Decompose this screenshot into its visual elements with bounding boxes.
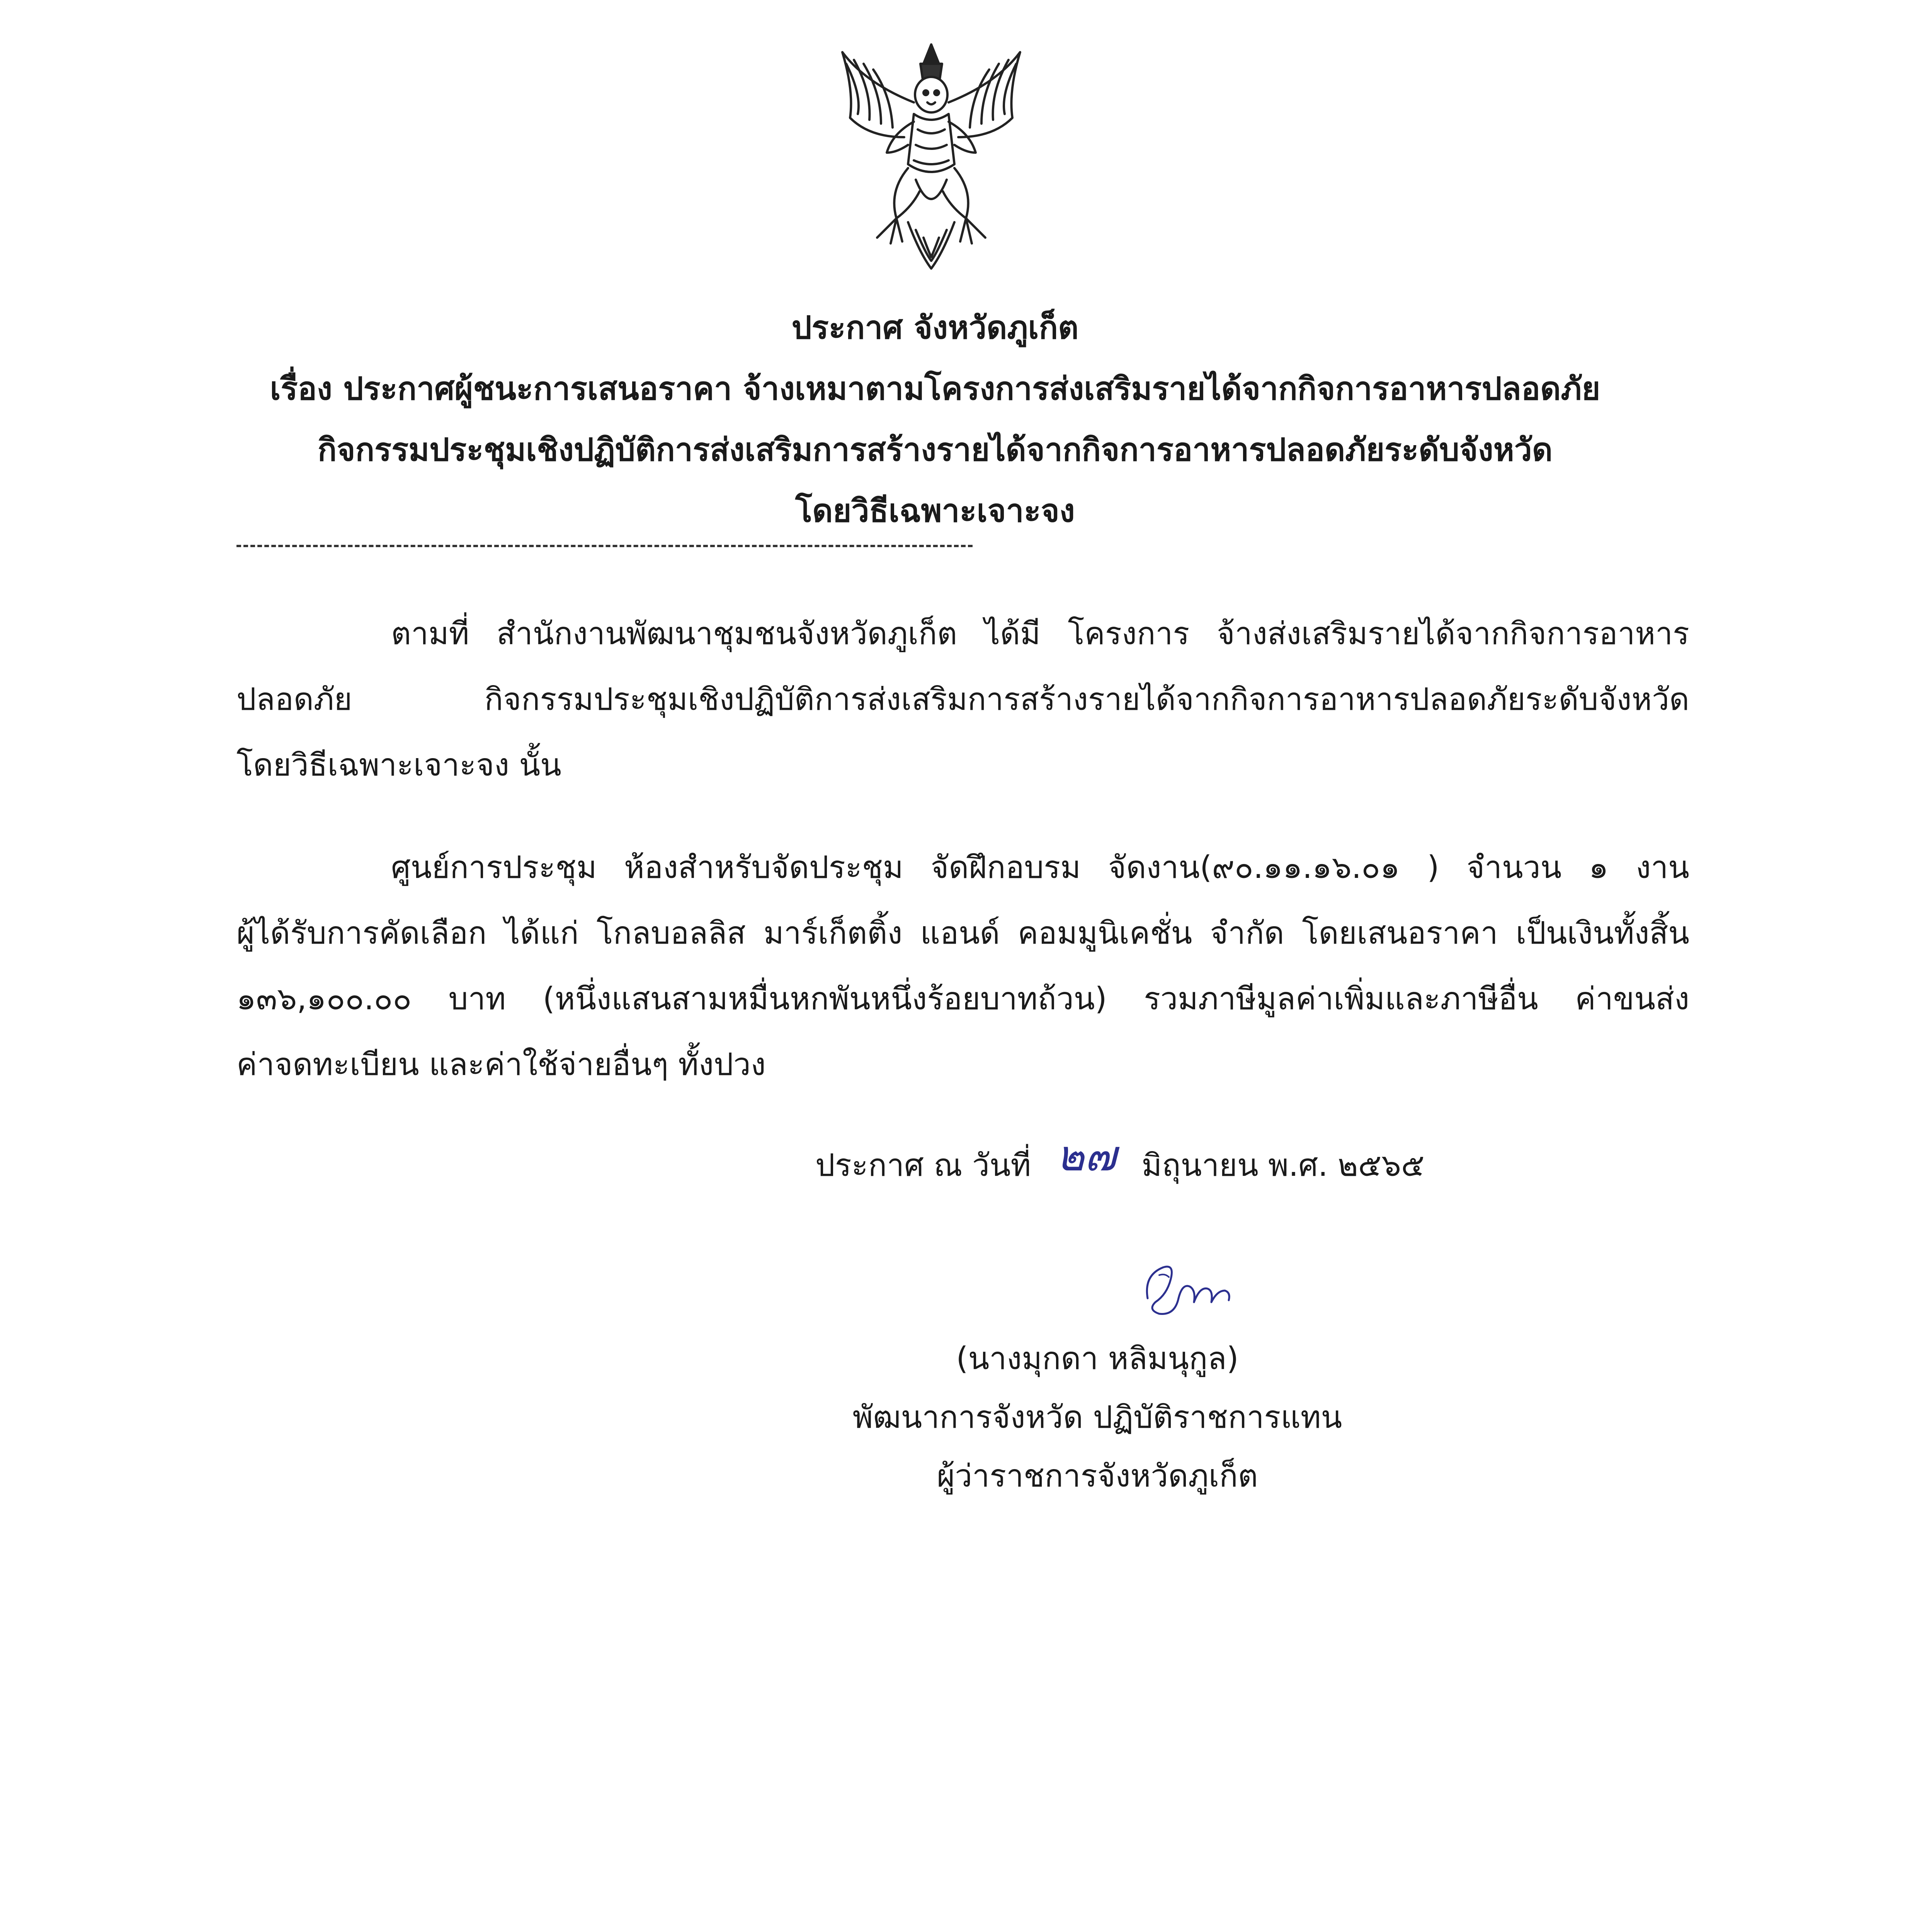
paragraph-line: ๑๓๖,๑๐๐.๐๐ บาท (หนึ่งแสนสามหมื่นหกพันหนึ่งร้อยบาทถ้วน) รวมภาษีมูลค่าเพิ่มและภาษีอื่น ค่าขนส่ง <box>236 981 1689 1017</box>
paragraph-award <box>236 835 1689 1097</box>
signer-block <box>796 1329 1399 1505</box>
paragraph-background <box>236 601 1689 798</box>
signer-name: (นางมุกดา หลิมนุกูล) <box>956 1340 1239 1376</box>
paragraph-line: ปลอดภัย กิจกรรมประชุมเชิงปฏิบัติการส่งเสริมการสร้างรายได้จากกิจการอาหารปลอดภัยระดับจังหวัด <box>236 681 1689 717</box>
announcement-date <box>815 1128 1425 1198</box>
heading-subject-continued: กิจกรรมประชุมเชิงปฏิบัติการส่งเสริมการสร้างรายได้จากกิจการอาหารปลอดภัยระดับจังหวัด <box>317 432 1553 468</box>
paragraph-line: ค่าจดทะเบียน และค่าใช้จ่ายอื่นๆ ทั้งปวง <box>236 1046 766 1082</box>
date-suffix: มิถุนายน พ.ศ. ๒๕๖๕ <box>1141 1147 1425 1183</box>
handwritten-signature-icon <box>1132 1252 1248 1321</box>
document-heading <box>216 298 1654 542</box>
signer-position: พัฒนาการจังหวัด ปฏิบัติราชการแทน <box>852 1399 1342 1435</box>
paragraph-line: ศูนย์การประชุม ห้องสำหรับจัดประชุม จัดฝึกอบรม จัดงาน(๙๐.๑๑.๑๖.๐๑ ) จำนวน ๑ งาน <box>391 849 1689 885</box>
paragraph-line: ผู้ได้รับการคัดเลือก ได้แก่ โกลบอลลิส มาร์เก็ตติ้ง แอนด์ คอมมูนิเคชั่น จำกัด โดยเสนอราคา เป็นเงินทั้งสิ้น <box>236 915 1689 951</box>
heading-title: ประกาศ จังหวัดภูเก็ต <box>791 310 1079 346</box>
garuda-emblem-icon <box>819 37 1043 276</box>
heading-method: โดยวิธีเฉพาะเจาะจง <box>795 493 1075 529</box>
handwritten-day: ๒๗ <box>1056 1131 1116 1180</box>
dashed-divider <box>236 545 973 547</box>
signer-office: ผู้ว่าราชการจังหวัดภูเก็ต <box>937 1458 1258 1494</box>
paragraph-line: โดยวิธีเฉพาะเจาะจง นั้น <box>236 747 561 783</box>
date-prefix: ประกาศ ณ วันที่ <box>815 1147 1031 1183</box>
heading-subject: เรื่อง ประกาศผู้ชนะการเสนอราคา จ้างเหมาตามโครงการส่งเสริมรายได้จากกิจการอาหารปลอดภัย <box>270 371 1600 407</box>
paragraph-line: ตามที่ สำนักงานพัฒนาชุมชนจังหวัดภูเก็ต ได้มี โครงการ จ้างส่งเสริมรายได้จากกิจการอาหาร <box>391 616 1689 651</box>
